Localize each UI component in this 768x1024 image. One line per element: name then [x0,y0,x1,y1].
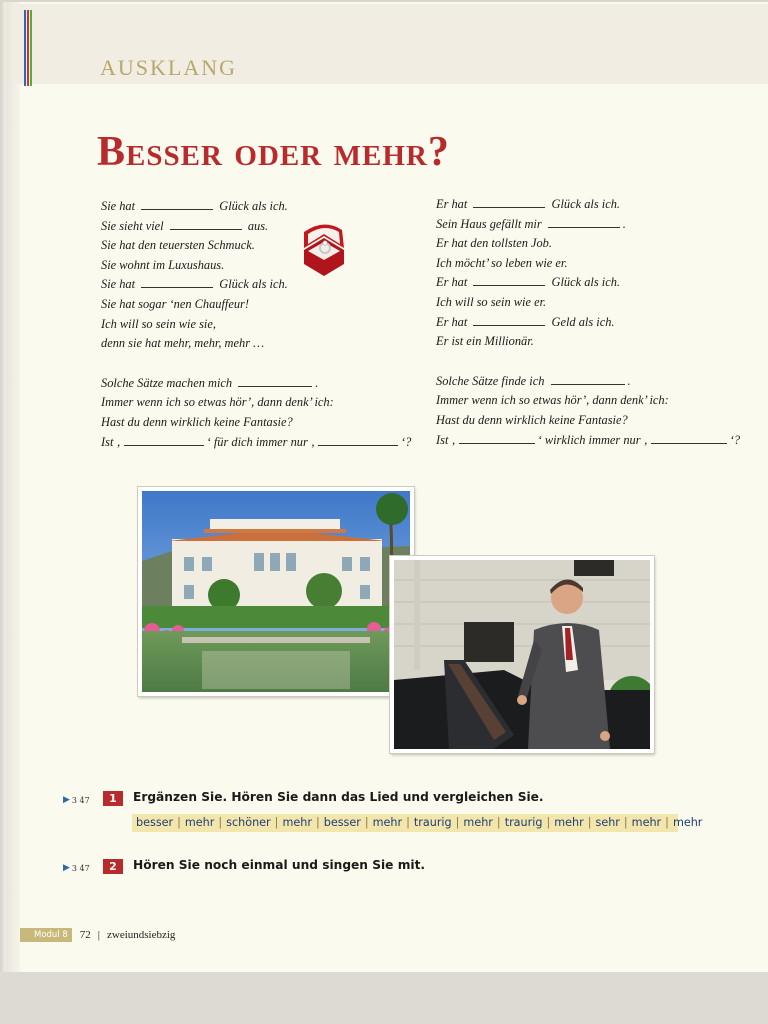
word-bank-item: traurig [504,816,543,829]
fill-in-blank[interactable] [141,200,213,210]
page-number: 72 [79,929,91,941]
lyric-line: Sie hat den teuersten Schmuck. [101,238,255,253]
word-bank [132,814,703,832]
lyric-line: Hast du denn wirklich keine Fantasie? [101,414,293,429]
lyric-line: Immer wenn ich so etwas hör’, dann denk’ ich: [436,393,669,408]
lyric-line: Sie sieht viel aus. [101,218,269,233]
word-separator: | [364,816,369,829]
word-separator: | [218,816,223,829]
fill-in-blank[interactable] [651,434,727,444]
lyrics-right-column [436,197,740,452]
word-bank-item: sehr [595,816,620,829]
lyric-line: Er hat Glück als ich. [436,197,620,211]
play-arrow-icon: ▶ [63,863,70,873]
lyrics-left-column [101,199,411,454]
scan-background [0,972,768,1024]
exercise-instruction-1: Ergänzen Sie. Hören Sie dann das Lied und vergleichen Sie. [133,790,544,804]
footer-separator: | [97,929,100,941]
lyric-line: Ist ‚ ‘ für dich immer nur ‚ ‘? [101,434,412,449]
audio-track-2[interactable] [63,863,90,873]
fill-in-blank[interactable] [473,316,545,326]
word-separator: | [496,816,501,829]
businessman-illustration [394,560,650,749]
color-tab-stripes [24,10,32,86]
villa-photo [138,487,414,696]
ring-box-icon [298,220,350,278]
section-label: AUSKLANG [100,55,237,80]
word-separator: | [546,816,551,829]
lyric-line: Sie hat sogar ‘nen Chauffeur! [101,296,249,311]
fill-in-blank[interactable] [548,218,620,228]
lyric-line: Immer wenn ich so etwas hör’, dann denk’ ich: [101,395,334,410]
word-separator: | [623,816,628,829]
page-footer [20,928,175,942]
lyric-line: Solche Sätze finde ich . [436,373,631,388]
fill-in-blank[interactable] [551,375,625,385]
word-separator: | [315,816,320,829]
lyric-line: Ich will so sein wie sie, [101,316,216,331]
lyric-line: Sie wohnt im Luxushaus. [101,257,225,272]
word-bank-item: besser [136,816,174,829]
word-separator: | [274,816,279,829]
fill-in-blank[interactable] [238,377,312,387]
page-gutter [6,2,20,974]
module-tag: Modul 8 [20,928,72,942]
lyric-line: Hast du denn wirklich keine Fantasie? [436,412,628,427]
lyric-line: Ist ‚ ‘ wirklich immer nur ‚ ‘? [436,432,741,447]
fill-in-blank[interactable] [473,198,545,208]
word-separator: | [406,816,410,829]
exercise-number-1: 1 [103,791,123,806]
word-separator: | [587,816,592,829]
lyric-line: Sie hat Glück als ich. [101,277,288,292]
word-bank-item: traurig [413,816,452,829]
fill-in-blank[interactable] [124,436,204,446]
word-bank-item: mehr [282,816,312,829]
exercise-number-2: 2 [103,859,123,874]
lyric-line: Sie hat Glück als ich. [101,199,288,213]
lyric-line: Er ist ein Millionär. [436,334,534,349]
lyric-line: denn sie hat mehr, mehr, mehr … [101,336,265,351]
stanza-gap [101,356,411,376]
fill-in-blank[interactable] [318,436,398,446]
exercise-instruction-2: Hören Sie noch einmal und singen Sie mit. [133,858,426,872]
lyric-line: Er hat den tollsten Job. [436,236,552,251]
lyric-line: Sein Haus gefällt mir . [436,216,626,231]
track-number: 3 47 [71,795,90,805]
word-separator: | [665,816,669,829]
word-bank-item: besser [323,816,361,829]
word-bank-item: mehr [631,816,662,829]
fill-in-blank[interactable] [459,434,535,444]
businessman-photo [390,556,654,753]
fill-in-blank[interactable] [170,220,242,230]
page-title: Besser oder mehr? [97,129,450,175]
track-number: 3 47 [71,863,90,873]
stanza-gap [436,354,740,374]
lyric-line: Solche Sätze machen mich . [101,375,319,390]
word-separator: | [455,816,460,829]
word-bank-item: mehr [672,816,703,829]
word-separator: | [177,816,181,829]
audio-track-1[interactable] [63,795,90,805]
lyric-line: Ich möcht’ so leben wie er. [436,255,568,270]
word-bank-item: mehr [554,816,584,829]
word-bank-item: schöner [226,816,271,829]
fill-in-blank[interactable] [141,278,213,288]
page-number-word: zweiundsiebzig [107,929,176,941]
word-bank-item: mehr [184,816,215,829]
word-bank-item: mehr [463,816,493,829]
lyric-line: Ich will so sein wie er. [436,294,547,309]
play-arrow-icon: ▶ [63,795,70,805]
word-bank-item: mehr [372,816,403,829]
lyric-line: Er hat Geld als ich. [436,314,615,329]
villa-illustration [142,491,410,692]
fill-in-blank[interactable] [473,276,545,286]
lyric-line: Er hat Glück als ich. [436,275,620,290]
